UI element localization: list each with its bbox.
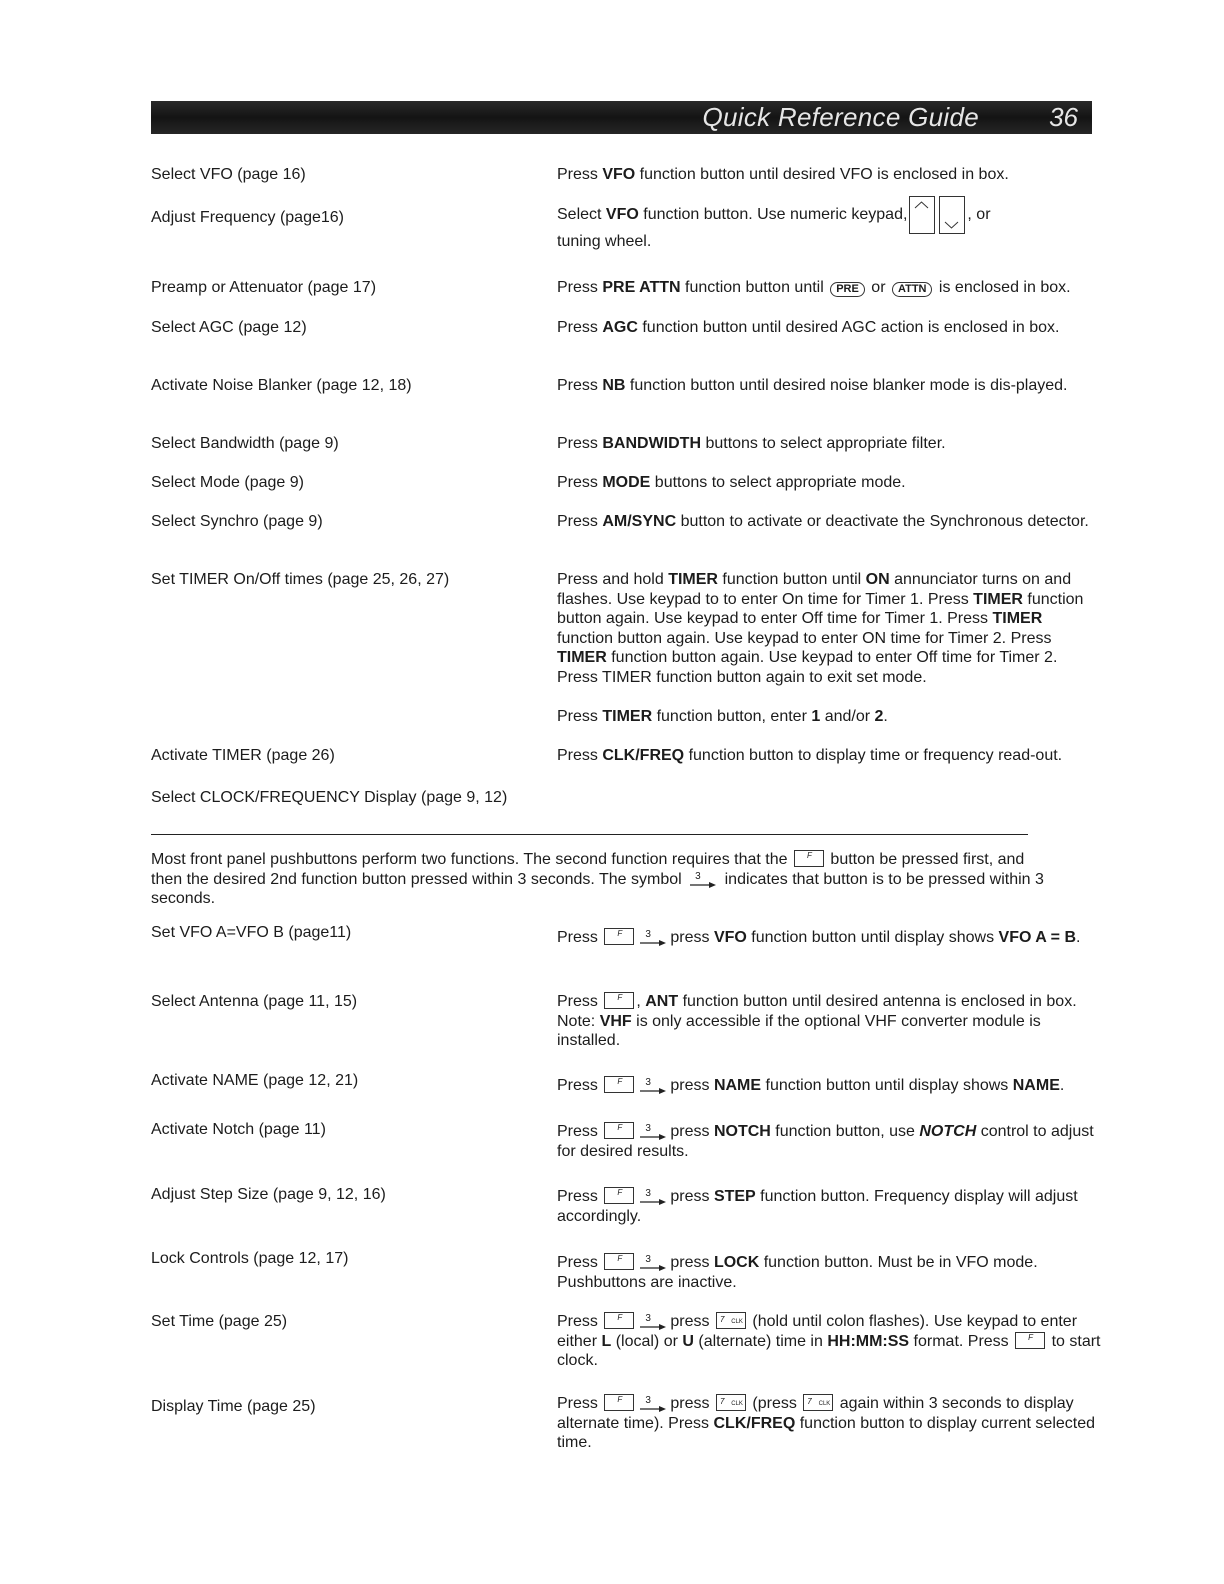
section-divider	[151, 834, 1028, 835]
desc-activate-timer: Press TIMER function button, enter 1 and/or 2.	[557, 708, 888, 725]
label-preamp-attenuator: Preamp or Attenuator (page 17)	[151, 279, 377, 296]
f-key-icon: F	[604, 1394, 634, 1411]
desc-select-vfo: Press VFO function button until desired VFO is enclosed in box.	[557, 166, 1009, 183]
desc-activate-notch: Press F 3 press NOTCH function button, use NOTCH control to adjust for desired results.	[557, 1123, 1094, 1160]
desc-select-antenna: Press F , ANT function button until desired antenna is enclosed in box. Note: VHF is only accessible if the optional VHF converter module is installed.	[557, 993, 1077, 1049]
label-activate-timer: Activate TIMER (page 26)	[151, 747, 335, 764]
page-title: Quick Reference Guide	[702, 102, 979, 132]
label-clock-frequency-display: Select CLOCK/FREQUENCY Display (page 9, 12)	[151, 789, 508, 806]
step-3-arrow-icon: 3	[689, 872, 717, 889]
desc-select-agc: Press AGC function button until desired AGC action is enclosed in box.	[557, 319, 1060, 336]
f-key-icon: F	[604, 928, 634, 945]
f-key-icon: F	[604, 1187, 634, 1204]
label-select-synchro: Select Synchro (page 9)	[151, 513, 323, 530]
desc-vfo-a-equals-b: Press F 3 press VFO function button until display shows VFO A = B.	[557, 929, 1081, 946]
f-key-icon: F	[1015, 1332, 1045, 1349]
desc-adjust-frequency: Select VFO function button. Use numeric keypad, , or tuning wheel.	[557, 192, 1102, 252]
label-select-agc: Select AGC (page 12)	[151, 319, 307, 336]
label-select-bandwidth: Select Bandwidth (page 9)	[151, 435, 339, 452]
clk-key-icon: 7 CLK	[716, 1394, 746, 1411]
label-select-vfo: Select VFO (page 16)	[151, 166, 306, 183]
desc-select-synchro: Press AM/SYNC button to activate or deactivate the Synchronous detector.	[557, 513, 1089, 530]
step-3-arrow-icon: 3	[639, 1078, 667, 1095]
desc-clock-frequency: Press CLK/FREQ function button to display time or frequency read-out.	[557, 747, 1063, 764]
f-key-icon: F	[604, 1253, 634, 1270]
label-noise-blanker: Activate Noise Blanker (page 12, 18)	[151, 377, 412, 394]
down-arrow-key-icon	[939, 196, 965, 234]
pre-indicator-icon: PRE	[830, 282, 865, 297]
desc-preamp-attenuator: Press PRE ATTN function button until PRE or ATTN is enclosed in box.	[557, 279, 1071, 296]
desc-activate-name: Press F 3 press NAME function button until display shows NAME.	[557, 1077, 1065, 1094]
label-display-time: Display Time (page 25)	[151, 1398, 316, 1415]
step-3-arrow-icon: 3	[639, 1314, 667, 1331]
step-3-arrow-icon: 3	[639, 1255, 667, 1272]
label-set-timer: Set TIMER On/Off times (page 25, 26, 27)	[151, 571, 450, 588]
step-3-arrow-icon: 3	[639, 1396, 667, 1413]
label-adjust-step-size: Adjust Step Size (page 9, 12, 16)	[151, 1186, 386, 1203]
second-function-note: Most front panel pushbuttons perform two functions. The second function requires that the F button be pressed first, and then the desired 2nd function button pressed within 3 seconds. The symbol 3 indicates that button is to be pressed within 3 seconds.	[151, 851, 1044, 907]
label-vfo-a-equals-b: Set VFO A=VFO B (page11)	[151, 924, 352, 941]
f-key-icon: F	[604, 1312, 634, 1329]
label-adjust-frequency: Adjust Frequency (page16)	[151, 209, 344, 226]
page-number: 36	[1049, 102, 1078, 132]
step-3-arrow-icon: 3	[639, 1124, 667, 1141]
label-select-mode: Select Mode (page 9)	[151, 474, 304, 491]
step-3-arrow-icon: 3	[639, 1189, 667, 1206]
step-3-arrow-icon: 3	[639, 930, 667, 947]
attn-indicator-icon: ATTN	[892, 282, 933, 297]
desc-adjust-step-size: Press F 3 press STEP function button. Frequency display will adjust accordingly.	[557, 1188, 1078, 1225]
page-header	[151, 101, 1092, 134]
desc-noise-blanker: Press NB function button until desired noise blanker mode is dis-played.	[557, 377, 1068, 394]
label-activate-name: Activate NAME (page 12, 21)	[151, 1072, 359, 1089]
f-key-icon: F	[794, 850, 824, 867]
f-key-icon: F	[604, 1122, 634, 1139]
desc-set-timer: Press and hold TIMER function button until ON annunciator turns on and flashes. Use keypad to to enter On time for Timer 1. Press TIMER function button again. Use keypad to enter Off time for Timer 1. Press TIMER function button again. Use keypad to enter ON time for Timer 2. Press TIMER function button again. Use keypad to enter Off time for Timer 2. Press TIMER function button again to exit set mode.	[557, 571, 1084, 686]
desc-display-time: Press F 3 press 7 CLK (press 7 CLK again within 3 seconds to display alternate time). Press CLK/FREQ function button to display current selected time.	[557, 1395, 1096, 1451]
desc-set-time: Press F 3 press 7 CLK (hold until colon flashes). Use keypad to enter either L (local) or U (alternate) time in HH:MM:SS format. Press F to start clock.	[557, 1313, 1101, 1369]
label-set-time: Set Time (page 25)	[151, 1313, 288, 1330]
desc-lock-controls: Press F 3 press LOCK function button. Must be in VFO mode. Pushbuttons are inactive.	[557, 1254, 1038, 1291]
label-select-antenna: Select Antenna (page 11, 15)	[151, 993, 358, 1010]
clk-key-icon: 7 CLK	[803, 1394, 833, 1411]
f-key-icon: F	[604, 992, 634, 1009]
desc-select-mode: Press MODE buttons to select appropriate mode.	[557, 474, 906, 491]
label-lock-controls: Lock Controls (page 12, 17)	[151, 1250, 349, 1267]
label-activate-notch: Activate Notch (page 11)	[151, 1121, 326, 1138]
clk-key-icon: 7 CLK	[716, 1312, 746, 1329]
up-arrow-key-icon	[909, 196, 935, 234]
desc-select-bandwidth: Press BANDWIDTH buttons to select appropriate filter.	[557, 435, 946, 452]
f-key-icon: F	[604, 1076, 634, 1093]
